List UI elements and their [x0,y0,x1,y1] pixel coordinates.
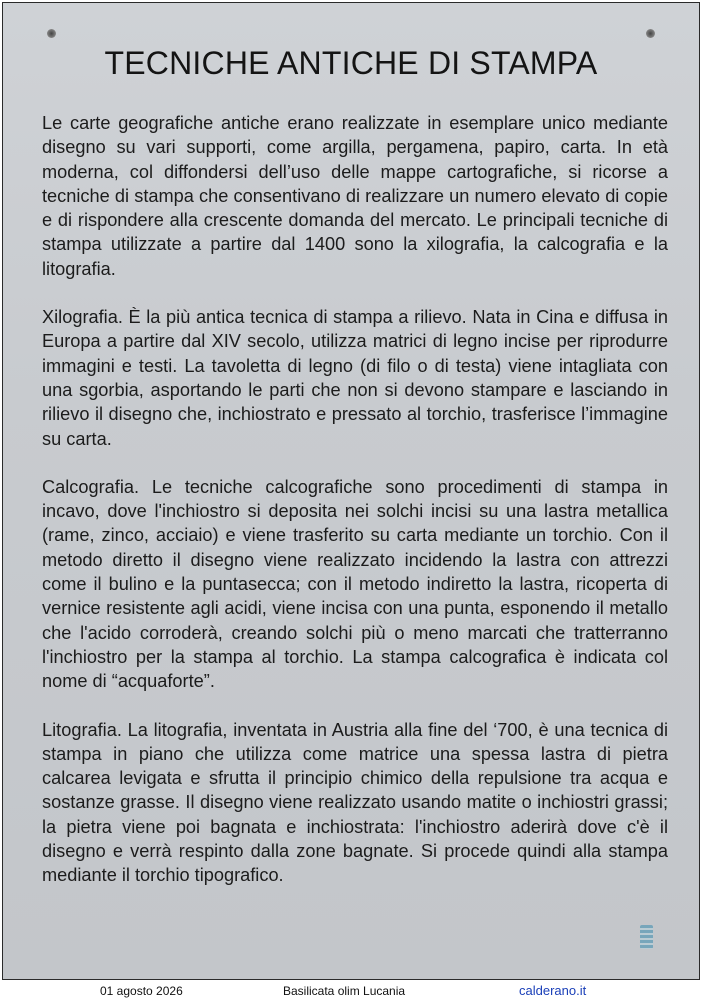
paragraph-litografia: Litografia. La litografia, inventata in Austria alla fine del ‘700, è una tecnica di stampa in piano che utilizza come matrice una spessa lastra di pietra calcarea levigata e sfrutta il principio chimico della repulsione tra acqua e sostanze grasse. Il disegno viene realizzato usando matite o inchiostri grassi; la pietra viene poi bagnata e inchiostrata: l'inchiostro aderirà dove c'è il disegno e verrà respinto dalla zone bagnate. Si procede quindi alla stampa mediante il torchio tipografico. [42,719,668,886]
sticker-icon [640,925,653,949]
sign-panel [2,2,700,980]
paragraph-xilografia: Xilografia. È la più antica tecnica di stampa a rilievo. Nata in Cina e diffusa in Europa a partire dal XIV secolo, utilizza matrici di legno incise per riprodurre immagini e testi. La tavoletta di legno (di filo o di testa) viene intagliata con una sgorbia, asportando le parti che non si devono stampare e lasciando in rilievo il disegno che, inchiostrato e pressato al torchio, trasferisce l’immagine su carta. [42,307,668,449]
footer-bar [0,982,704,1000]
screw-hole-icon [646,29,655,38]
footer-place: Basilicata olim Lucania [283,984,406,998]
footer-site-link[interactable]: calderano.it [519,983,587,998]
footer-date: 01 agosto 2026 [100,984,183,998]
sign-title: TECNICHE ANTICHE DI STAMPA [104,45,598,81]
paragraph-intro: Le carte geografiche antiche erano realizzate in esemplare unico mediante disegno su vari supporti, come argilla, pergamena, papiro, carta. In età moderna, col diffondersi dell’uso delle mappe cartografiche, si ricorse a tecniche di stampa che consentivano di realizzare un numero elevato di copie e di rispondere alla crescente domanda del mercato. Le principali tecniche di stampa utilizzate a partire dal 1400 sono la xilografia, la calcografia e la litografia. [42,113,668,279]
screw-hole-icon [47,29,56,38]
sign-body [42,111,668,912]
paragraph-calcografia: Calcografia. Le tecniche calcografiche sono procedimenti di stampa in incavo, dove l'inchiostro si deposita nei solchi incisi su una lastra metallica (rame, zinco, acciaio) e viene trasferito su carta mediante un torchio. Con il metodo diretto il disegno viene realizzato incidendo la lastra con attrezzi come il bulino e la puntasecca; con il metodo indiretto la lastra, ricoperta di vernice resistente agli acidi, viene incisa con una punta, esponendo il metallo che l'acido corroderà, creando solchi più o meno marcati che tratterranno l'inchiostro per la stampa al torchio. La stampa calcografica è indicata col nome di “acquaforte”. [42,476,668,692]
